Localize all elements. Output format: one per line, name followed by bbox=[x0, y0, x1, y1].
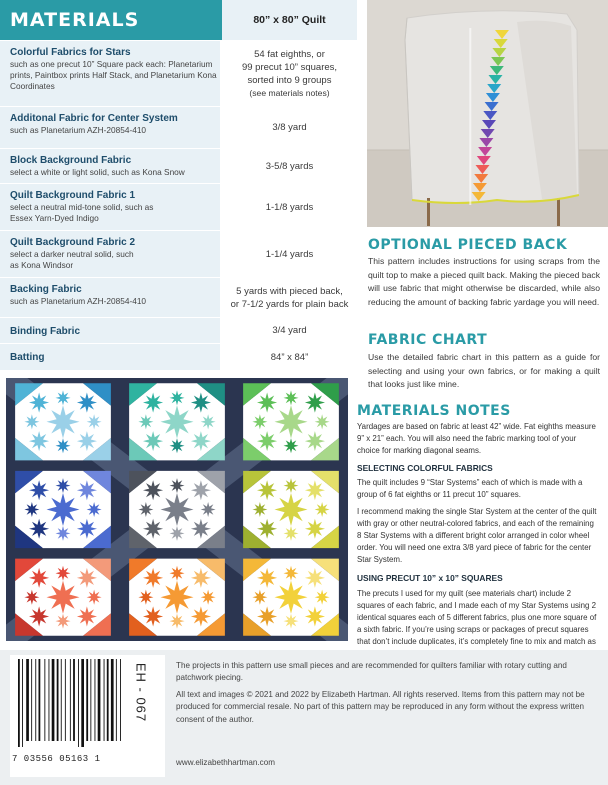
quilt-star bbox=[138, 590, 153, 605]
material-name: Binding Fabric bbox=[10, 326, 80, 337]
barcode-bar bbox=[35, 659, 36, 741]
quilt-star bbox=[56, 390, 71, 405]
barcode-bar bbox=[81, 659, 84, 747]
quilt-star bbox=[284, 390, 299, 405]
material-name: Additonal Fabric for Center System bbox=[10, 113, 178, 124]
quilt-top-image bbox=[6, 378, 348, 641]
material-row-stars bbox=[0, 40, 357, 106]
quilt-star bbox=[170, 526, 185, 541]
material-name: Batting bbox=[10, 352, 45, 363]
amount-line: 5 yards with pieced back, bbox=[236, 285, 343, 297]
quilt-top-illustration bbox=[6, 378, 348, 641]
barcode-bar bbox=[65, 659, 66, 741]
quilt-star bbox=[315, 414, 330, 429]
barcode-bar bbox=[26, 659, 29, 741]
material-row-block-bg bbox=[0, 148, 357, 183]
barcode-bar bbox=[78, 659, 79, 747]
quilt-star bbox=[87, 590, 102, 605]
barcode-bar bbox=[116, 659, 117, 741]
barcode-bar bbox=[90, 659, 91, 741]
material-desc: such as one precut 10” Square pack each: Planetarium prints, Paintbox prints Half Stack, and Planetarium Kona Coordinates bbox=[10, 59, 217, 91]
material-desc: select a darker neutral solid, such as Kona Windsor bbox=[10, 249, 134, 270]
material-name: Quilt Background Fabric 1 bbox=[10, 190, 136, 201]
quilt-back-photo bbox=[367, 0, 608, 227]
notes-selecting-p1: The quilt includes 9 “Star Systems” each of which is made with a group of 6 fat eighths or 11 precut 10” squares. bbox=[357, 478, 583, 499]
barcode-bar bbox=[120, 659, 121, 741]
barcode-bar bbox=[39, 659, 41, 741]
material-desc: such as Planetarium AZH-20854-410 bbox=[10, 125, 147, 135]
amount-line: 99 precut 10” squares, bbox=[241, 61, 338, 73]
quilt-star bbox=[87, 414, 102, 429]
material-desc: such as Planetarium AZH-20854-410 bbox=[10, 296, 147, 306]
quilt-star bbox=[56, 526, 71, 541]
material-amount: 3-5/8 yards bbox=[222, 149, 357, 183]
quilt-star bbox=[170, 566, 185, 581]
notes-selecting-p2: I recommend making the single Star System at the center of the quilt with gray or other neutral-colored fabrics, and each of the remaining 8 Star Systems with a different bright color arranged in color wheel order. You will need one extra 3/8 yard piece of fabric for the center Star System. bbox=[357, 507, 597, 564]
quilt-star bbox=[201, 590, 216, 605]
quilt-star bbox=[284, 478, 299, 493]
quilt-star bbox=[24, 590, 39, 605]
barcode-bar bbox=[86, 659, 88, 741]
quilt-star bbox=[161, 493, 194, 526]
material-amount bbox=[222, 41, 357, 106]
material-name: Block Background Fabric bbox=[10, 155, 132, 166]
material-name: Colorful Fabrics for Stars bbox=[10, 47, 131, 58]
barcode-bar bbox=[57, 659, 59, 741]
amount-line: 54 fat eighths, or bbox=[254, 48, 325, 60]
quilt-star bbox=[284, 526, 299, 541]
quilt-star bbox=[201, 414, 216, 429]
optional-back-body: This pattern includes instructions for using scraps from the quilt top to make a pieced quilt back. Making the pieced back will use fabric that might otherwise be discarded, while also reducing the amount of backing fabric yardage you will need. bbox=[368, 256, 600, 307]
barcode-bar bbox=[22, 659, 23, 747]
materials-table bbox=[0, 0, 357, 370]
notes-intro: Yardages are based on fabric at least 42” wide. Fat eighths measure 9” x 21” each. You will also need the fabric marking tool of your choice for marking diagonal seams. bbox=[357, 422, 596, 455]
material-desc: select a neutral mid-tone solid, such as Essex Yarn-Dyed Indigo bbox=[10, 202, 154, 223]
material-row-quilt-bg2 bbox=[0, 230, 357, 277]
amount-line: or 7-1/2 yards for plain back bbox=[230, 298, 349, 310]
barcode-bar bbox=[73, 659, 75, 741]
footer-url[interactable]: www.elizabethhartman.com bbox=[176, 758, 275, 767]
amount-line: (see materials notes) bbox=[249, 87, 330, 98]
barcode-bars bbox=[12, 659, 127, 754]
barcode-bar bbox=[61, 659, 62, 741]
footer-copyright: All text and images © 2021 and 2022 by Elizabeth Hartman. All rights reserved. Items from this pattern may not be produced for commercial resale. No part of this pattern may be reproduced in any form without the express written consent of the author. bbox=[176, 690, 585, 724]
materials-notes-title: MATERIALS NOTES bbox=[357, 403, 511, 419]
optional-back-title: OPTIONAL PIECED BACK bbox=[368, 237, 568, 253]
materials-title: MATERIALS bbox=[10, 9, 140, 31]
quilt-star bbox=[24, 414, 39, 429]
fabric-chart-body: Use the detailed fabric chart in this pattern as a guide for selecting and using your own fabrics, or for making a quilt that looks just like mine. bbox=[368, 352, 600, 390]
quilt-star bbox=[56, 438, 71, 453]
quilt-size-heading: 80” x 80” Quilt bbox=[222, 0, 357, 40]
quilt-star bbox=[201, 502, 216, 517]
material-row-backing bbox=[0, 277, 357, 317]
material-amount: 1-1/4 yards bbox=[222, 231, 357, 277]
barcode-bar bbox=[18, 659, 20, 747]
barcode-bar bbox=[31, 659, 32, 741]
quilt-star bbox=[315, 502, 330, 517]
barcode-bar bbox=[95, 659, 96, 741]
material-row-batting bbox=[0, 343, 357, 370]
amount-line: sorted into 9 groups bbox=[247, 74, 332, 86]
quilt-star bbox=[138, 502, 153, 517]
quilt-star bbox=[138, 414, 153, 429]
notes-heading-precut: USING PRECUT 10” x 10” SQUARES bbox=[357, 573, 503, 583]
notes-precut-p3: The precuts I used for my quilt (see materials chart) include 2 squares of each fabric, and I made each of my Star Systems using 2 identical squares each of 5 different fabrics, plus one more square of a sixth fabric. If you’re using scraps or packages of precut squares that don’t include duplicates, it’s completely fine to mix and match as bbox=[357, 589, 597, 646]
material-amount bbox=[222, 278, 357, 317]
sku-text: EH - 067 bbox=[133, 662, 149, 723]
footer-skill-note: The projects in this pattern use small pieces and are recommended for quilters familiar with rotary cutting and patchwork piecing. bbox=[176, 661, 567, 683]
quilt-star bbox=[170, 438, 185, 453]
sku-label bbox=[126, 660, 156, 730]
quilt-star bbox=[170, 614, 185, 629]
material-name: Quilt Background Fabric 2 bbox=[10, 237, 136, 248]
quilt-star bbox=[56, 614, 71, 629]
fabric-chart-title: FABRIC CHART bbox=[368, 332, 488, 348]
quilt-star bbox=[87, 502, 102, 517]
barcode-bar bbox=[52, 659, 55, 741]
barcode-bar bbox=[70, 659, 71, 741]
quilt-star bbox=[56, 566, 71, 581]
quilt-star bbox=[170, 478, 185, 493]
material-amount: 84” x 84” bbox=[222, 344, 357, 370]
quilt-star bbox=[252, 502, 267, 517]
quilt-star bbox=[284, 438, 299, 453]
quilt-star bbox=[275, 493, 308, 526]
strip-edge bbox=[469, 28, 471, 205]
quilt-star bbox=[24, 502, 39, 517]
barcode-bar bbox=[98, 659, 101, 741]
quilt-star bbox=[284, 566, 299, 581]
quilt-star bbox=[252, 414, 267, 429]
barcode-bar bbox=[44, 659, 45, 741]
material-row-quilt-bg1 bbox=[0, 183, 357, 230]
quilt-star bbox=[315, 590, 330, 605]
barcode-bar bbox=[49, 659, 50, 741]
barcode-bar bbox=[104, 659, 105, 741]
barcode-number: 7 03556 05163 1 bbox=[12, 754, 101, 764]
barcode-bar bbox=[107, 659, 109, 741]
quilt-star bbox=[170, 390, 185, 405]
material-amount: 3/8 yard bbox=[222, 107, 357, 148]
material-row-center bbox=[0, 106, 357, 148]
material-row-binding bbox=[0, 317, 357, 343]
quilt-star bbox=[284, 614, 299, 629]
material-name: Backing Fabric bbox=[10, 284, 82, 295]
barcode-bar bbox=[111, 659, 114, 741]
quilt-star bbox=[56, 478, 71, 493]
material-amount: 3/4 yard bbox=[222, 318, 357, 343]
material-amount: 1-1/8 yards bbox=[222, 184, 357, 230]
quilt-back-illustration bbox=[367, 0, 608, 227]
quilt-star bbox=[47, 493, 80, 526]
notes-heading-selecting: SELECTING COLORFUL FABRICS bbox=[357, 463, 493, 473]
material-desc: select a white or light solid, such as Kona Snow bbox=[10, 167, 185, 177]
quilt-star bbox=[252, 590, 267, 605]
